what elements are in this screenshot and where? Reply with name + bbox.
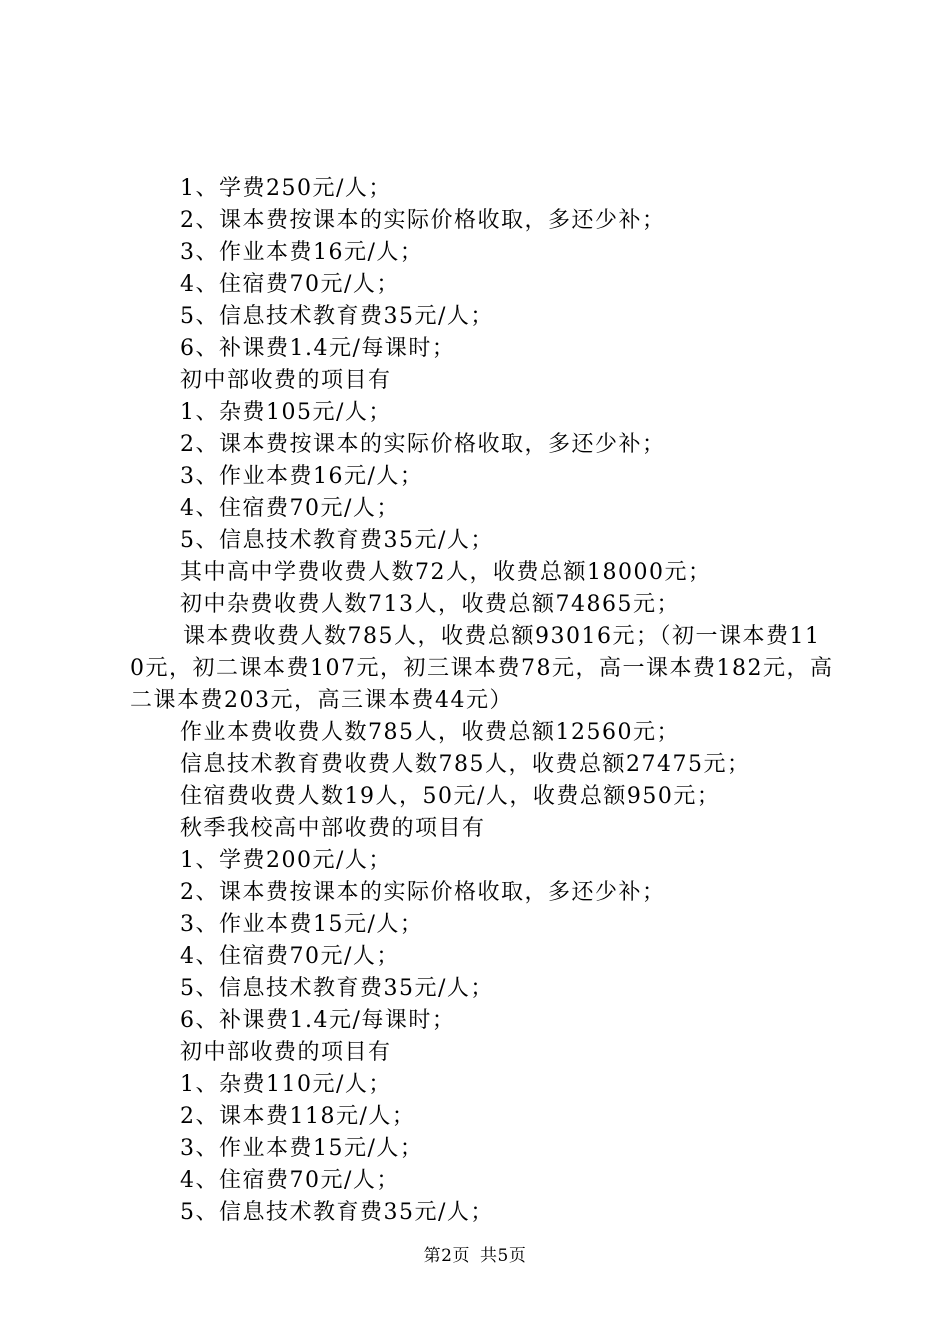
text-line: 作业本费收费人数785人，收费总额12560元； bbox=[180, 720, 680, 745]
text-line: 3、作业本费15元/人； bbox=[180, 1136, 424, 1161]
page-total: 共5页 bbox=[480, 1246, 527, 1266]
text-line: 3、作业本费16元/人； bbox=[180, 240, 424, 265]
section-heading: 秋季我校高中部收费的项目有 bbox=[180, 816, 486, 841]
text-line: 1、杂费105元/人； bbox=[180, 400, 392, 425]
text-line: 4、住宿费70元/人； bbox=[180, 496, 400, 521]
text-line: 3、作业本费16元/人； bbox=[180, 464, 424, 489]
page-number: 第2页 bbox=[423, 1246, 470, 1266]
document-body bbox=[130, 173, 835, 1229]
text-line: 1、学费250元/人； bbox=[180, 176, 392, 201]
text-line: 3、作业本费15元/人； bbox=[180, 912, 424, 937]
text-line: 1、学费200元/人； bbox=[180, 848, 392, 873]
text-line: 住宿费收费人数19人，50元/人，收费总额950元； bbox=[180, 784, 721, 809]
text-line: 4、住宿费70元/人； bbox=[180, 272, 400, 297]
text-line: 4、住宿费70元/人； bbox=[180, 1168, 400, 1193]
section-heading: 初中部收费的项目有 bbox=[180, 1040, 392, 1065]
text-line: 其中高中学费收费人数72人，收费总额18000元； bbox=[180, 560, 712, 585]
text-line: 6、补课费1.4元/每课时； bbox=[180, 1008, 456, 1033]
text-line: 2、课本费118元/人； bbox=[180, 1104, 416, 1129]
text-line: 5、信息技术教育费35元/人； bbox=[180, 304, 494, 329]
text-line: 初中杂费收费人数713人，收费总额74865元； bbox=[180, 592, 680, 617]
text-line: 信息技术教育费收费人数785人，收费总额27475元； bbox=[180, 752, 751, 777]
text-line: 2、课本费按课本的实际价格收取，多还少补； bbox=[180, 880, 666, 905]
textbook-fee-paragraph: 课本费收费人数785人，收费总额93016元；（初一课本费110元，初二课本费107元，初三课本费78元，高一课本费182元，高二课本费203元，高三课本费44元） bbox=[130, 624, 834, 713]
text-line: 6、补课费1.4元/每课时； bbox=[180, 336, 456, 361]
text-line: 1、杂费110元/人； bbox=[180, 1072, 392, 1097]
text-line: 2、课本费按课本的实际价格收取，多还少补； bbox=[180, 208, 666, 233]
text-line: 5、信息技术教育费35元/人； bbox=[180, 1200, 494, 1225]
text-line: 5、信息技术教育费35元/人； bbox=[180, 976, 494, 1001]
section-heading: 初中部收费的项目有 bbox=[180, 368, 392, 393]
text-line: 4、住宿费70元/人； bbox=[180, 944, 400, 969]
text-line: 2、课本费按课本的实际价格收取，多还少补； bbox=[180, 432, 666, 457]
text-line: 5、信息技术教育费35元/人； bbox=[180, 528, 494, 553]
page-footer bbox=[0, 1244, 950, 1268]
